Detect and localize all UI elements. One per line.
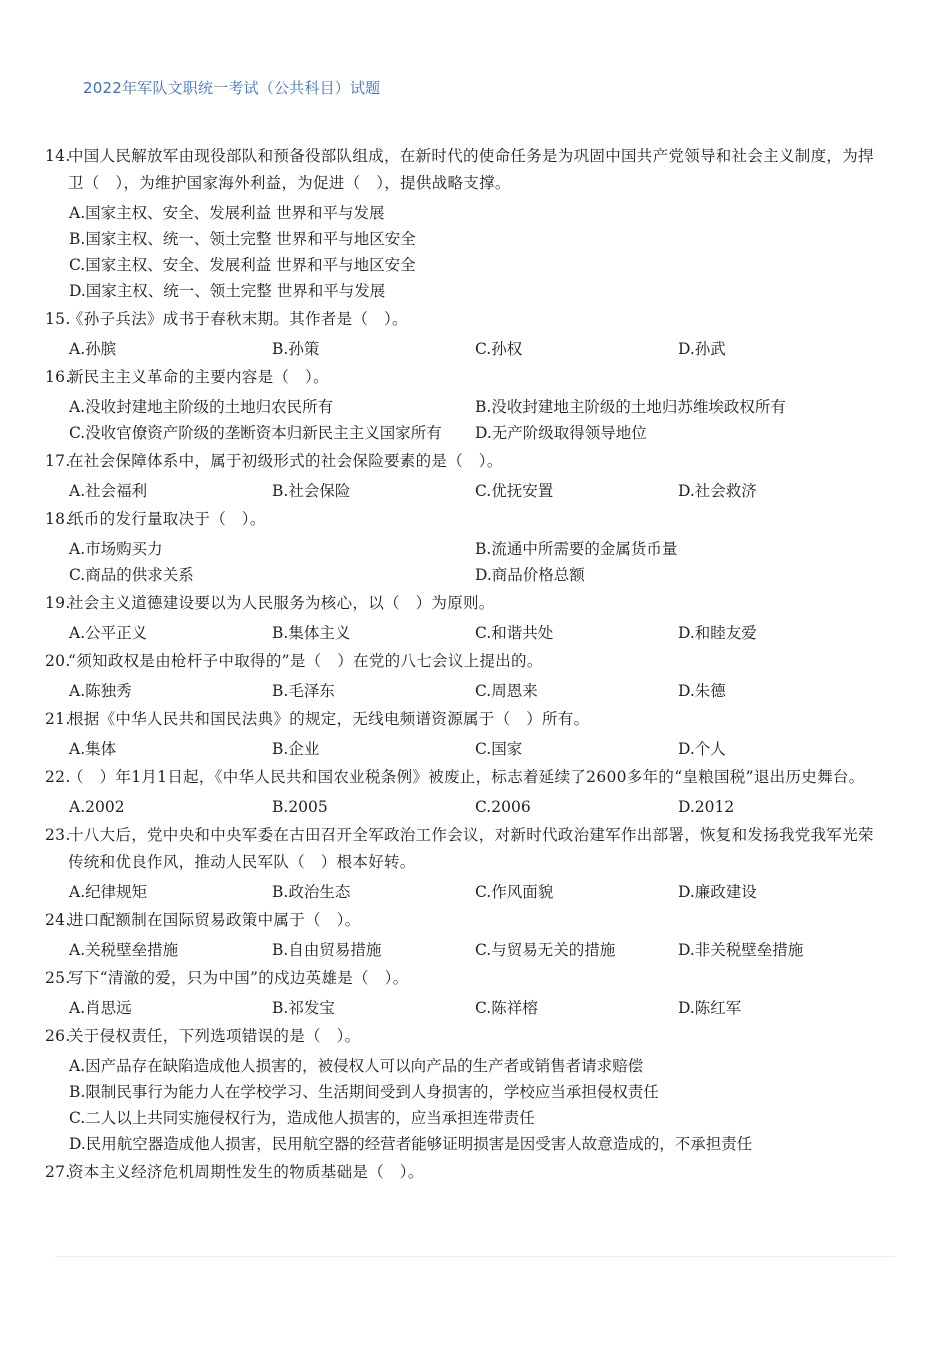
option-list (45, 995, 885, 1021)
question-19 (45, 590, 885, 646)
question-number: 19. (45, 594, 71, 612)
question-stem (45, 1023, 885, 1050)
question-24 (45, 907, 885, 963)
question-14 (45, 143, 885, 304)
answer-option-b: B.社会保险 (272, 482, 351, 500)
option-list (45, 200, 885, 304)
question-stem (45, 706, 885, 733)
question-number: 14. (45, 147, 71, 165)
question-text: 在社会保障体系中，属于初级形式的社会保险要素的是（ ）。 (68, 452, 503, 470)
answer-option-d: D.社会救济 (678, 482, 757, 500)
question-text: 进口配额制在国际贸易政策中属于（ ）。 (68, 911, 361, 929)
answer-option-c: C.2006 (475, 798, 531, 816)
option-list (45, 678, 885, 704)
answer-option-a: A.陈独秀 (69, 682, 132, 700)
answer-option-d: D.廉政建设 (678, 883, 757, 901)
question-stem (45, 1159, 885, 1186)
question-number: 22. (45, 768, 71, 786)
answer-option-c: C.和谐共处 (475, 624, 554, 642)
question-26 (45, 1023, 885, 1157)
question-number: 21. (45, 710, 71, 728)
question-22 (45, 764, 885, 820)
question-text: （ ）年1月1日起，《中华人民共和国农业税条例》被废止，标志着延续了2600多年的“皇粮国税”退出历史舞台。 (68, 768, 865, 786)
option-list (45, 620, 885, 646)
answer-option-c: C.没收官僚资产阶级的垄断资本归新民主主义国家所有 (69, 424, 442, 442)
question-25 (45, 965, 885, 1021)
answer-option-c: C.商品的供求关系 (69, 566, 194, 584)
answer-option-d: D.国家主权、统一、领土完整 世界和平与发展 (69, 282, 386, 300)
answer-option-c: C.国家 (475, 740, 523, 758)
answer-option-c: C.周恩来 (475, 682, 538, 700)
option-list (45, 478, 885, 504)
answer-option-d: D.民用航空器造成他人损害，民用航空器的经营者能够证明损害是因受害人故意造成的，不承担责任 (69, 1135, 753, 1153)
question-stem (45, 506, 885, 533)
answer-option-b: B.流通中所需要的金属货币量 (475, 540, 678, 558)
answer-option-a: A.社会福利 (69, 482, 148, 500)
question-number: 23. (45, 826, 71, 844)
question-number: 15. (45, 310, 71, 328)
answer-option-b: B.自由贸易措施 (272, 941, 382, 959)
answer-option-a: A.肖思远 (69, 999, 132, 1017)
question-number: 16. (45, 368, 71, 386)
answer-option-d: D.朱德 (678, 682, 726, 700)
answer-option-a: A.孙膑 (69, 340, 117, 358)
answer-option-a: A.国家主权、安全、发展利益 世界和平与发展 (69, 204, 385, 222)
question-number: 27. (45, 1163, 71, 1181)
question-number: 17. (45, 452, 71, 470)
answer-option-b: B.孙策 (272, 340, 320, 358)
answer-option-b: B.限制民事行为能力人在学校学习、生活期间受到人身损害的，学校应当承担侵权责任 (69, 1083, 659, 1101)
answer-option-b: B.没收封建地主阶级的土地归苏维埃政权所有 (475, 398, 786, 416)
option-list (45, 394, 885, 446)
answer-option-d: D.孙武 (678, 340, 726, 358)
answer-option-d: D.陈红军 (678, 999, 742, 1017)
question-stem (45, 648, 885, 675)
question-text: 新民主主义革命的主要内容是（ ）。 (68, 368, 329, 386)
answer-option-c: C.孙权 (475, 340, 523, 358)
question-15 (45, 306, 885, 362)
option-list (45, 736, 885, 762)
question-stem (45, 822, 885, 876)
question-text: 资本主义经济危机周期性发生的物质基础是（ ）。 (68, 1163, 424, 1181)
answer-option-a: A.关税壁垒措施 (69, 941, 179, 959)
question-17 (45, 448, 885, 504)
answer-option-a: A.纪律规矩 (69, 883, 148, 901)
answer-option-c: C.二人以上共同实施侵权行为，造成他人损害的，应当承担连带责任 (69, 1109, 535, 1127)
question-text: 中国人民解放军由现役部队和预备役部队组成，在新时代的使命任务是为巩固中国共产党领导和社会主义制度，为捍卫（ ），为维护国家海外利益，为促进（ ），提供战略支撑。 (68, 147, 874, 192)
answer-option-c: C.国家主权、安全、发展利益 世界和平与地区安全 (69, 256, 416, 274)
question-stem (45, 764, 885, 791)
question-text: 十八大后，党中央和中央军委在古田召开全军政治工作会议，对新时代政治建军作出部署，恢复和发扬我党我军光荣传统和优良作风，推动人民军队（ ）根本好转。 (68, 826, 874, 871)
option-list (45, 536, 885, 588)
question-20 (45, 648, 885, 704)
option-list (45, 794, 885, 820)
question-23 (45, 822, 885, 905)
question-number: 24. (45, 911, 71, 929)
answer-option-d: D.非关税壁垒措施 (678, 941, 804, 959)
footer-divider (55, 1256, 895, 1257)
answer-option-b: B.毛泽东 (272, 682, 335, 700)
answer-option-a: A.集体 (69, 740, 117, 758)
answer-option-a: A.没收封建地主阶级的土地归农民所有 (69, 398, 334, 416)
answer-option-a: A.2002 (69, 798, 125, 816)
answer-option-d: D.个人 (678, 740, 726, 758)
question-stem (45, 590, 885, 617)
question-text: 《孙子兵法》成书于春秋末期。其作者是（ ）。 (68, 310, 408, 328)
question-text: 写下“清澈的爱，只为中国”的戍边英雄是（ ）。 (68, 969, 409, 987)
answer-option-c: C.作风面貌 (475, 883, 554, 901)
answer-option-d: D.商品价格总额 (475, 566, 585, 584)
option-list (45, 879, 885, 905)
question-text: 根据《中华人民共和国民法典》的规定，无线电频谱资源属于（ ）所有。 (68, 710, 590, 728)
question-number: 20. (45, 652, 71, 670)
answer-option-c: C.与贸易无关的措施 (475, 941, 616, 959)
answer-option-d: D.和睦友爱 (678, 624, 757, 642)
question-number: 26. (45, 1027, 71, 1045)
answer-option-d: D.2012 (678, 798, 735, 816)
question-stem (45, 364, 885, 391)
question-stem (45, 448, 885, 475)
question-16 (45, 364, 885, 446)
answer-option-a: A.市场购买力 (69, 540, 163, 558)
option-list (45, 336, 885, 362)
answer-option-b: B.企业 (272, 740, 320, 758)
answer-option-d: D.无产阶级取得领导地位 (475, 424, 647, 442)
answer-option-a: A.因产品存在缺陷造成他人损害的，被侵权人可以向产品的生产者或销售者请求赔偿 (69, 1057, 644, 1075)
option-list (45, 1053, 885, 1157)
question-number: 18. (45, 510, 71, 528)
answer-option-a: A.公平正义 (69, 624, 148, 642)
option-list (45, 937, 885, 963)
question-27 (45, 1159, 885, 1186)
question-number: 25. (45, 969, 71, 987)
question-stem (45, 965, 885, 992)
answer-option-b: B.2005 (272, 798, 328, 816)
answer-option-b: B.祁发宝 (272, 999, 335, 1017)
answer-option-c: C.优抚安置 (475, 482, 554, 500)
question-list (45, 143, 885, 1189)
answer-option-b: B.集体主义 (272, 624, 351, 642)
question-text: 纸币的发行量取决于（ ）。 (68, 510, 266, 528)
answer-option-b: B.国家主权、统一、领土完整 世界和平与地区安全 (69, 230, 416, 248)
question-text: 社会主义道德建设要以为人民服务为核心，以（ ）为原则。 (68, 594, 495, 612)
answer-option-b: B.政治生态 (272, 883, 351, 901)
question-text: 关于侵权责任，下列选项错误的是（ ）。 (68, 1027, 361, 1045)
document-header: 2022年军队文职统一考试（公共科目）试题 (83, 79, 381, 97)
question-text: “须知政权是由枪杆子中取得的”是（ ）在党的八七会议上提出的。 (68, 652, 543, 670)
question-18 (45, 506, 885, 588)
question-stem (45, 143, 885, 197)
answer-option-c: C.陈祥榕 (475, 999, 538, 1017)
question-stem (45, 306, 885, 333)
question-21 (45, 706, 885, 762)
question-stem (45, 907, 885, 934)
